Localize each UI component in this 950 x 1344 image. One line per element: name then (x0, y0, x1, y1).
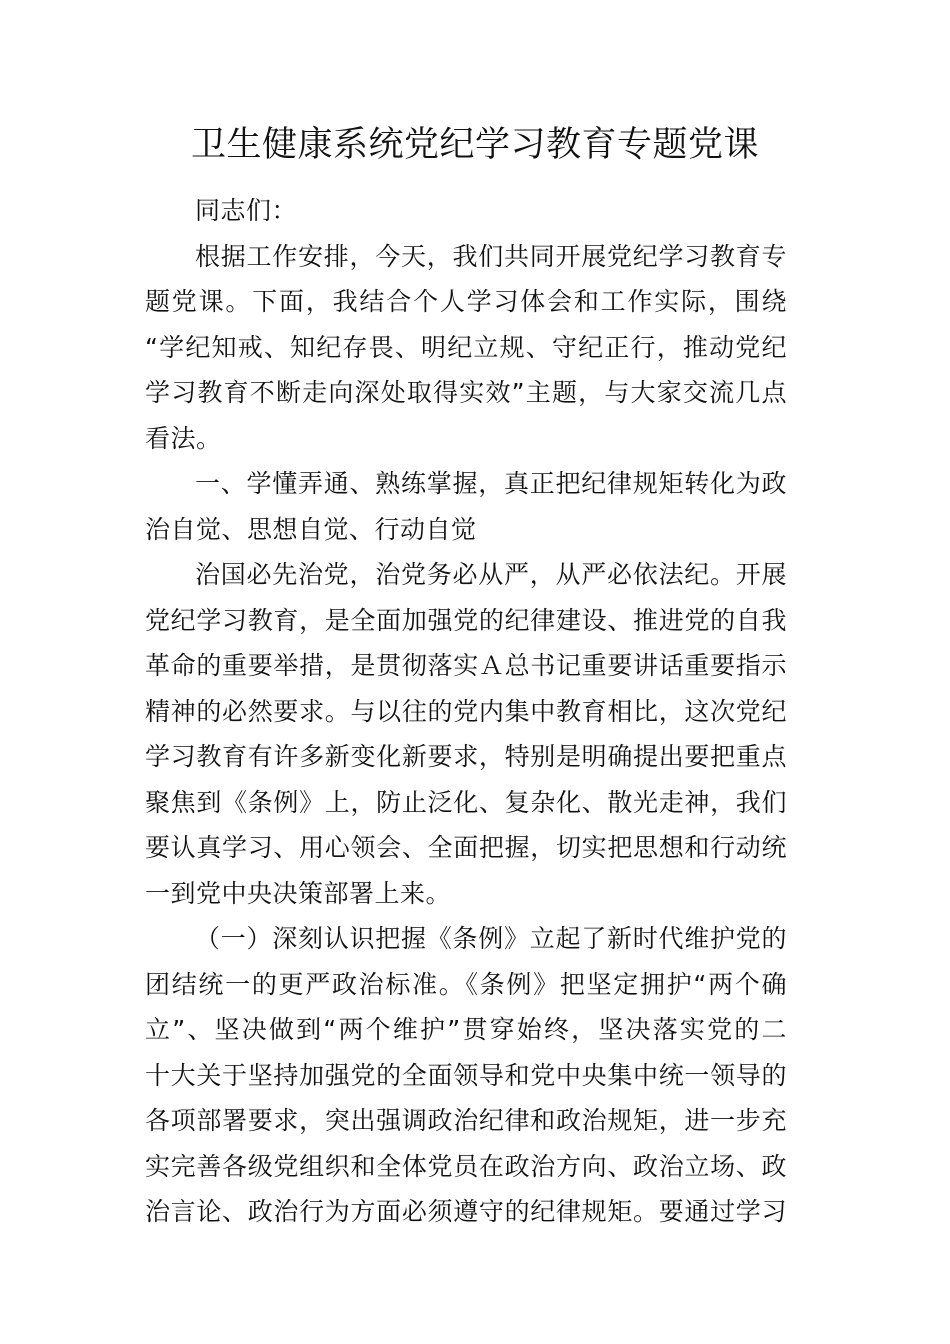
subsection-line: （一）深刻认识把握《条例》立起了新时代维护党的 (195, 924, 787, 953)
paragraph-line: 要认真学习、用心领会、全面把握，切实把思想和行动统 (145, 833, 787, 862)
paragraph-line: 党纪学习教育，是全面加强党的纪律建设、推进党的自我 (145, 605, 787, 635)
paragraph-line: 学习教育有许多新变化新要求，特别是明确提出要把重点 (145, 742, 787, 771)
document-title: 卫生健康系统党纪学习教育专题党课 (190, 125, 759, 165)
paragraph-line: 聚焦到《条例》上，防止泛化、复杂化、散光走神，我们 (145, 787, 787, 817)
paragraph-line: 题党课。下面，我结合个人学习体会和工作实际，围绕 (145, 287, 787, 316)
paragraph-line: “学纪知戒、知纪存畏、明纪立规、守纪正行，推动党纪 (145, 332, 787, 362)
paragraph-line: 学习教育不断走向深处取得实效”主题，与大家交流几点 (145, 378, 787, 407)
paragraph-line: 立”、坚决做到“两个维护”贯穿始终，坚决落实党的二 (145, 1015, 787, 1044)
section-heading-line: 治自觉、思想自觉、行动自觉 (145, 514, 477, 544)
section-heading-line: 一、学懂弄通、熟练掌握，真正把纪律规矩转化为政 (195, 469, 787, 498)
paragraph-line: 团结统一的更严政治标准。《条例》把坚定拥护“两个确 (145, 969, 787, 999)
paragraph-line: 看法。 (145, 423, 222, 453)
paragraph-line: 十大关于坚持加强党的全面领导和党中央集中统一领导的 (145, 1060, 787, 1090)
paragraph-line: 实完善各级党组织和全体党员在政治方向、政治立场、政 (145, 1151, 787, 1181)
paragraph-line: 革命的重要举措，是贯彻落实Ａ总书记重要讲话重要指示 (145, 651, 787, 680)
paragraph-line: 精神的必然要求。与以往的党内集中教育相比，这次党纪 (145, 696, 787, 726)
document-body (145, 188, 787, 1235)
paragraph-line: 根据工作安排，今天，我们共同开展党纪学习教育专 (195, 241, 787, 271)
paragraph-line: 一到党中央决策部署上来。 (145, 878, 452, 908)
salutation-line: 同志们： (195, 196, 298, 225)
paragraph-line: 各项部署要求，突出强调政治纪律和政治规矩，进一步充 (145, 1106, 787, 1135)
paragraph-line: 治国必先治党，治党务必从严，从严必依法纪。开展 (195, 560, 787, 589)
paragraph-line: 治言论、政治行为方面必须遵守的纪律规矩。要通过学习 (145, 1197, 787, 1226)
